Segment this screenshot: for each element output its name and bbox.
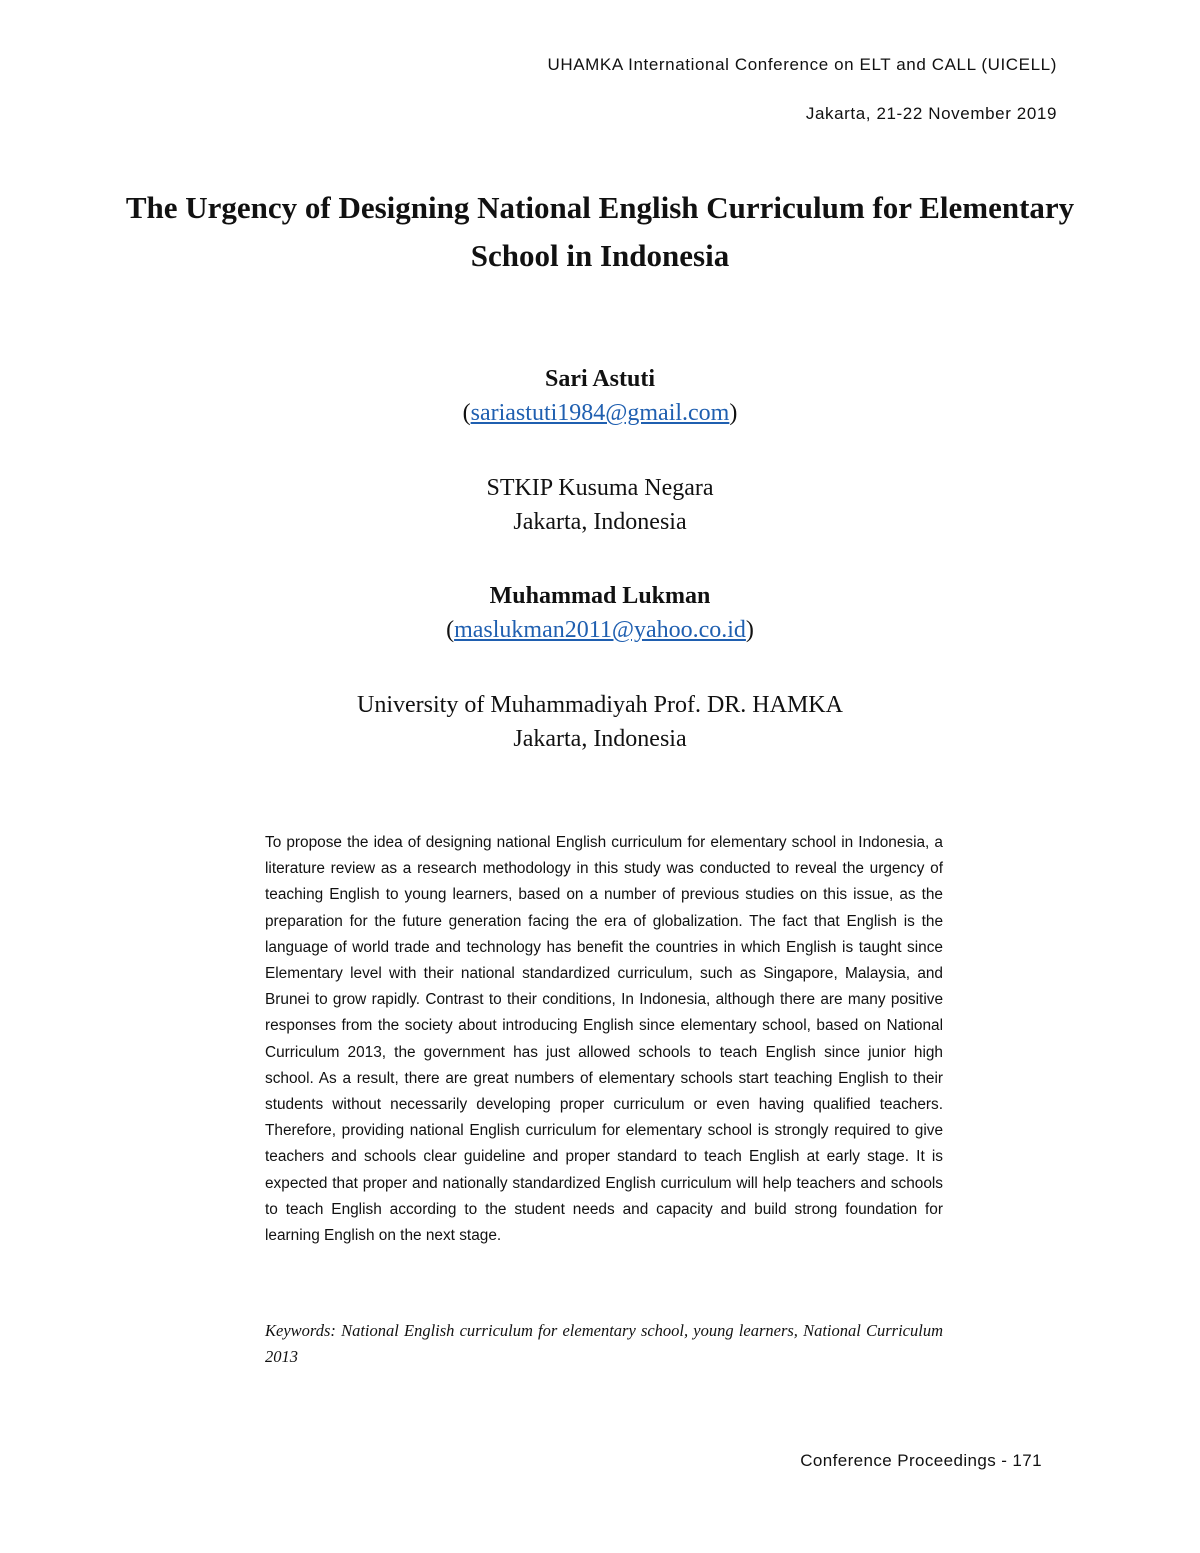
keywords-paragraph bbox=[265, 1318, 943, 1370]
author-name-2: Muhammad Lukman bbox=[489, 583, 711, 609]
author-email-link-1[interactable]: sariastuti1984@gmail.com bbox=[470, 400, 730, 426]
conference-date: Jakarta, 21-22 November 2019 bbox=[805, 104, 1057, 123]
author-block-2 bbox=[200, 579, 1000, 647]
author-email-line-1: (sariastuti1984@gmail.com) bbox=[462, 400, 738, 426]
keywords-text: National English curriculum for elementary school, young learners, National Curriculum 2013 bbox=[265, 1321, 944, 1366]
author-email-line-2: (maslukman2011@yahoo.co.id) bbox=[446, 617, 754, 643]
location-1: Jakarta, Indonesia bbox=[513, 509, 687, 535]
paper-title: The Urgency of Designing National English Curriculum for Elementary School in Indonesia bbox=[125, 190, 1075, 273]
location-2: Jakarta, Indonesia bbox=[513, 726, 687, 752]
author-email-link-2[interactable]: maslukman2011@yahoo.co.id bbox=[454, 617, 746, 643]
keywords-label: Keywords: bbox=[265, 1321, 336, 1340]
institution-2: University of Muhammadiyah Prof. DR. HAMKA bbox=[357, 692, 843, 718]
abstract-text: To propose the idea of designing national English curriculum for elementary school in Indonesia, a literature review as a research methodology in this study was conducted to reveal the urgency of teaching English to young learners, based on a number of previous studies on this issue, as the preparation for the future generation facing the era of globalization. The fact that English is the language of world trade and technology has benefit the countries in which English is taught since Elementary level with their national standardized curriculum, such as Singapore, Malaysia, and Brunei to grow rapidly. Contrast to their conditions, In Indonesia, although there are many positive responses from the society about introducing English since elementary school, based on National Curriculum 2013, the government has just allowed schools to teach English since junior high school. As a result, there are great numbers of elementary schools start teaching English to their students without necessarily developing proper curriculum or even having qualified teachers. Therefore, providing national English curriculum for elementary school is strongly required to give teachers and schools clear guideline and proper standard to teach English at early stage. It is expected that proper and nationally standardized English curriculum will help teachers and schools to teach English according to the student needs and capacity and build strong foundation for learning English on the next stage. bbox=[265, 834, 943, 1245]
affiliation-block-1 bbox=[200, 471, 1000, 539]
author-block-1 bbox=[200, 362, 1000, 430]
page-footer: Conference Proceedings - 171 bbox=[800, 1451, 1042, 1470]
affiliation-block-2 bbox=[200, 688, 1000, 756]
institution-1: STKIP Kusuma Negara bbox=[486, 475, 714, 501]
author-name-1: Sari Astuti bbox=[544, 366, 655, 392]
conference-name: UHAMKA International Conference on ELT and CALL (UICELL) bbox=[547, 55, 1057, 74]
